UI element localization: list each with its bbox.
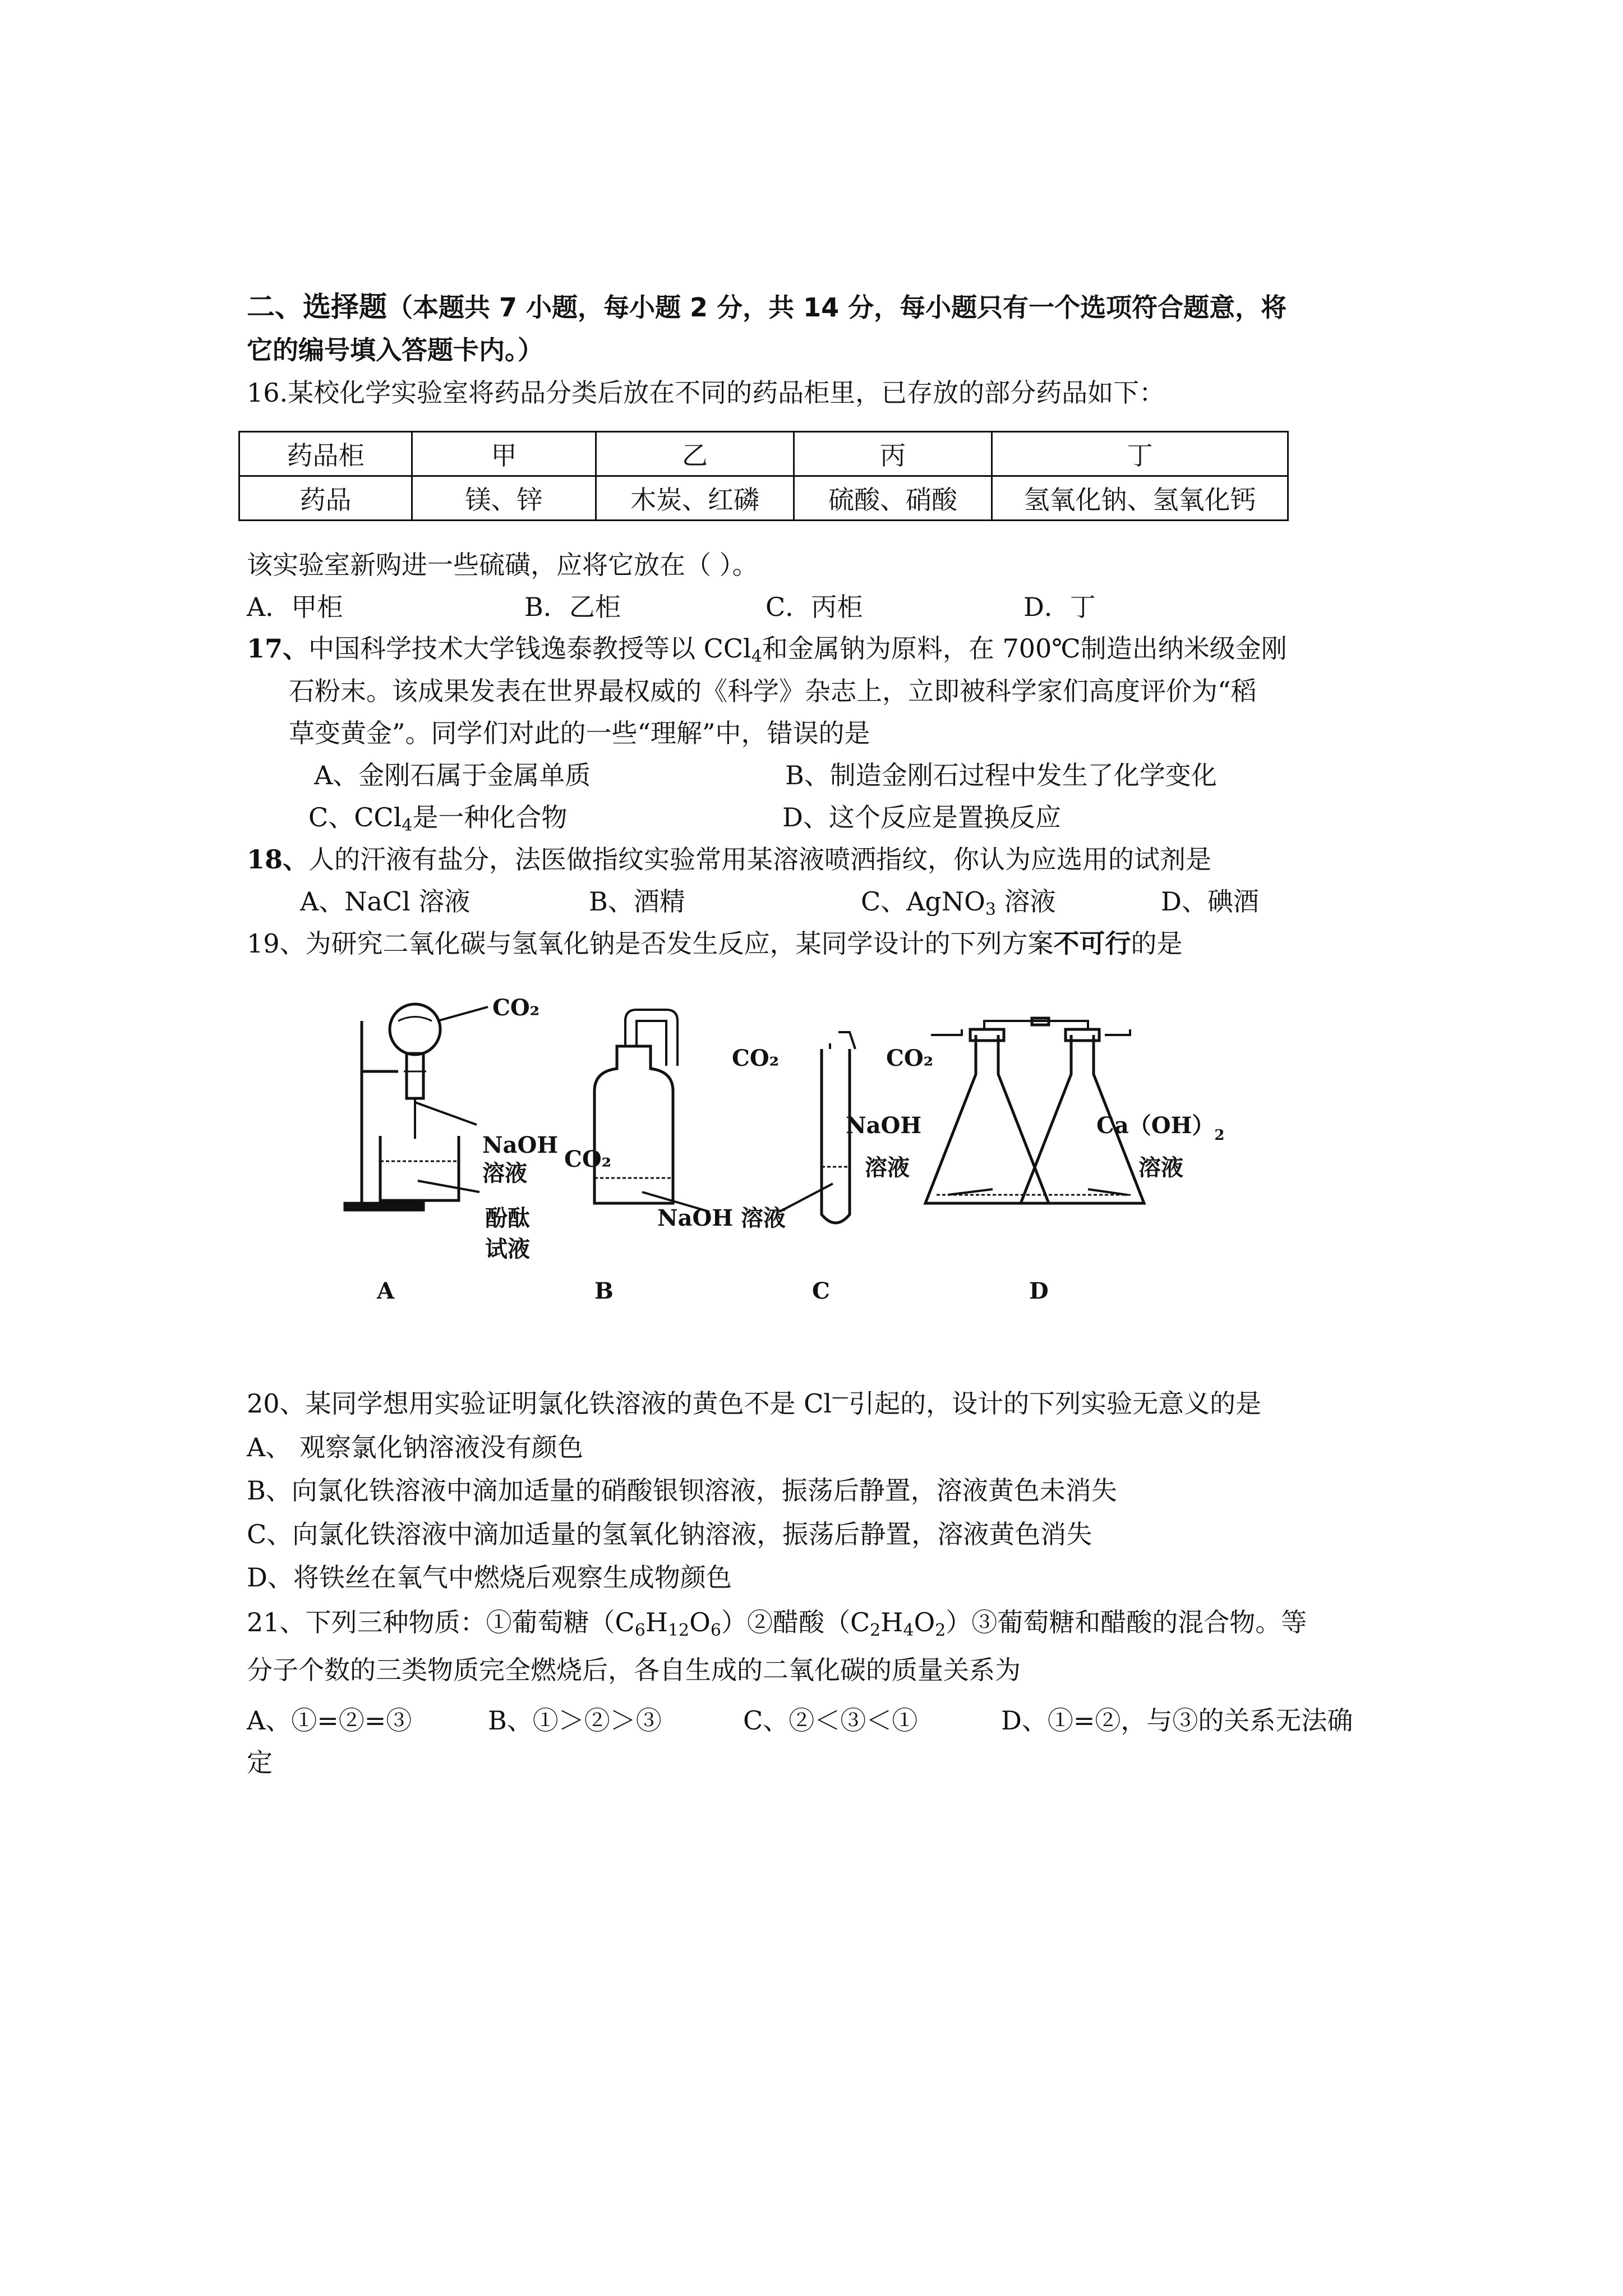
q17-option-a: A、金刚石属于金属单质	[314, 760, 591, 790]
stand-base	[345, 1203, 423, 1210]
q17-option-b: B、制造金刚石过程中发生了化学变化	[785, 760, 1217, 790]
leader-line	[418, 1181, 479, 1192]
label-solution-a: 溶液	[482, 1160, 527, 1186]
inlet-tube	[931, 1029, 962, 1035]
subscript: 12	[667, 1621, 690, 1640]
q17-option-c-text: C、CCl	[308, 802, 402, 832]
q21-text: H	[645, 1607, 668, 1637]
q17-text: 中国科学技术大学钱逸泰教授等以 CCl	[308, 633, 751, 664]
subscript: 4	[402, 816, 413, 835]
label-caoh2	[1096, 1112, 1224, 1144]
label-a: A	[377, 1278, 395, 1304]
section-header	[247, 289, 1287, 325]
q17-option-d: D、这个反应是置换反应	[782, 802, 1061, 832]
label-c: C	[812, 1278, 830, 1304]
superscript: —	[832, 1387, 849, 1407]
table-cell: 甲	[412, 432, 596, 476]
q21-option-d-continued: 定	[247, 1747, 273, 1778]
q17-line2: 石粉末。该成果发表在世界最权威的《科学》杂志上，立即被科学家们高度评价为“稻	[289, 676, 1257, 706]
section-title: 二、选择题	[247, 291, 387, 323]
q21-text: ）③葡萄糖和醋酸的混合物。等	[946, 1607, 1307, 1637]
flask-hatch	[398, 1017, 432, 1022]
table-cell: 氢氧化钠、氢氧化钙	[992, 476, 1288, 521]
table-cell: 药品	[239, 476, 412, 521]
subscript: 6	[634, 1621, 645, 1640]
q21-option-c: C、②＜③＜①	[743, 1705, 918, 1736]
label-naoh-c: NaOH	[846, 1112, 922, 1139]
q16-option-a: A．甲柜	[247, 592, 343, 622]
table-cell: 丁	[992, 432, 1288, 476]
apparatus-figure	[314, 987, 1267, 1313]
q17-number: 17、	[247, 633, 309, 664]
apparatus-b	[594, 1010, 709, 1212]
q20-option-b: B、向氯化铁溶液中滴加适量的硝酸银钡溶液，振荡后静置，溶液黄色未消失	[247, 1475, 1117, 1506]
q19-emphasis: 不可行	[1053, 928, 1131, 959]
q20-option-d: D、将铁丝在氧气中燃烧后观察生成物颜色	[247, 1562, 732, 1593]
q17-option-c	[308, 799, 567, 835]
apparatus-d	[925, 1018, 1144, 1203]
label-phenolphthalein: 酚酞	[485, 1205, 530, 1231]
label-caoh-text: Ca（OH）	[1096, 1112, 1215, 1139]
q18-option-d: D、碘酒	[1161, 886, 1259, 917]
section-note: （本题共 7 小题，每小题 2 分，共 14 分，每小题只有一个选项符合题意，将	[387, 292, 1287, 323]
q18-stem	[247, 841, 1211, 877]
subscript: 4	[751, 647, 762, 666]
label-solution-c: 溶液	[865, 1154, 910, 1181]
q20-text: 引起的，设计的下列实验无意义的是	[849, 1388, 1262, 1419]
tube-inlet	[838, 1032, 855, 1049]
q18-option-c-text: 溶液	[995, 886, 1056, 917]
label-naoh-solution-b: NaOH 溶液	[657, 1205, 786, 1231]
leader-line	[437, 1007, 488, 1021]
label-co2-c: CO₂	[732, 1045, 780, 1071]
q18-option-c-text: C、AgNO	[861, 886, 985, 917]
q20-option-a: A、 观察氯化钠溶液没有颜色	[247, 1432, 583, 1462]
leader-line	[780, 1184, 833, 1212]
gas-bottle	[594, 1046, 673, 1203]
label-co2-b: CO₂	[564, 1146, 612, 1172]
q21-line2: 分子个数的三类物质完全燃烧后，各自生成的二氧化碳的质量关系为	[247, 1655, 1021, 1685]
outlet-tube	[1105, 1029, 1130, 1035]
subscript: 2	[870, 1621, 881, 1640]
subscript: 2	[1214, 1127, 1225, 1144]
q18-option-c	[861, 884, 1056, 919]
q21-option-b: B、①＞②＞③	[488, 1705, 662, 1736]
q21-option-d: D、①=②，与③的关系无法确	[1001, 1705, 1353, 1736]
table-cell: 乙	[596, 432, 794, 476]
q21-text: O	[914, 1607, 935, 1637]
q20-text: 20、某同学想用实验证明氯化铁溶液的黄色不是 Cl	[247, 1388, 832, 1419]
table-cell: 药品柜	[239, 432, 412, 476]
table-cell: 硫酸、硝酸	[794, 476, 992, 521]
q21-option-a: A、①=②=③	[247, 1705, 412, 1736]
q20-stem	[247, 1386, 1261, 1421]
table-cell: 丙	[794, 432, 992, 476]
apparatus-c	[780, 1032, 855, 1223]
label-solution-d: 溶液	[1138, 1154, 1183, 1181]
table-row	[239, 476, 1288, 521]
subscript: 6	[710, 1621, 721, 1640]
q19-text: 的是	[1131, 928, 1183, 959]
flask-bulb	[390, 1004, 440, 1055]
q17-line3: 草变黄金”。同学们对此的一些“理解”中，错误的是	[289, 718, 870, 748]
q16-question: 该实验室新购进一些硫磺，应将它放在（ ）。	[247, 550, 758, 580]
q18-option-b: B、酒精	[589, 886, 685, 917]
funnel-neck	[407, 1053, 423, 1098]
q18-text: 人的汗液有盐分，法医做指纹实验常用某溶液喷洒指纹，你认为应选用的试剂是	[308, 844, 1212, 875]
subscript: 3	[985, 900, 996, 919]
label-co2-d: CO₂	[886, 1045, 934, 1071]
table-cell: 木炭、红磷	[596, 476, 794, 521]
q20-option-c: C、向氯化铁溶液中滴加适量的氢氧化钠溶液，振荡后静置，溶液黄色消失	[247, 1519, 1092, 1549]
section-note-line2: 它的编号填入答题卡内。）	[247, 335, 543, 365]
q16-option-c: C．丙柜	[766, 592, 863, 622]
q21-text: 21、下列三种物质：①葡萄糖（C	[247, 1607, 635, 1637]
subscript: 4	[903, 1621, 914, 1640]
q16-option-b: B．乙柜	[524, 592, 621, 622]
q18-number: 18、	[247, 844, 309, 875]
table-row	[239, 432, 1288, 476]
label-co2-a: CO₂	[492, 995, 540, 1021]
label-naoh-a: NaOH	[482, 1132, 559, 1158]
q18-option-a: A、NaCl 溶液	[300, 886, 471, 917]
label-d: D	[1029, 1278, 1049, 1304]
q21-text: H	[880, 1607, 903, 1637]
q16-stem: 16.某校化学实验室将药品分类后放在不同的药品柜里，已存放的部分药品如下：	[247, 378, 1165, 408]
beaker	[380, 1136, 459, 1200]
table-cell: 镁、锌	[412, 476, 596, 521]
label-b: B	[594, 1278, 614, 1304]
q21-text: ）②醋酸（C	[721, 1607, 870, 1637]
q17-text: 和金属钠为原料，在 700℃制造出纳米级金刚	[762, 633, 1287, 664]
label-reagent: 试液	[485, 1236, 530, 1262]
q21-text: O	[689, 1607, 711, 1637]
drug-cabinet-table	[238, 431, 1289, 521]
q19-stem	[247, 926, 1183, 961]
q19-text: 19、为研究二氧化碳与氢氧化钠是否发生反应，某同学设计的下列方案	[247, 928, 1054, 959]
q21-line1	[247, 1604, 1307, 1640]
q17-line1	[247, 631, 1287, 666]
subscript: 2	[935, 1621, 946, 1640]
apparatus-a	[345, 1004, 488, 1210]
q17-option-c-text: 是一种化合物	[412, 802, 568, 832]
leader-line	[415, 1102, 477, 1125]
q16-option-d: D．丁	[1023, 592, 1096, 622]
